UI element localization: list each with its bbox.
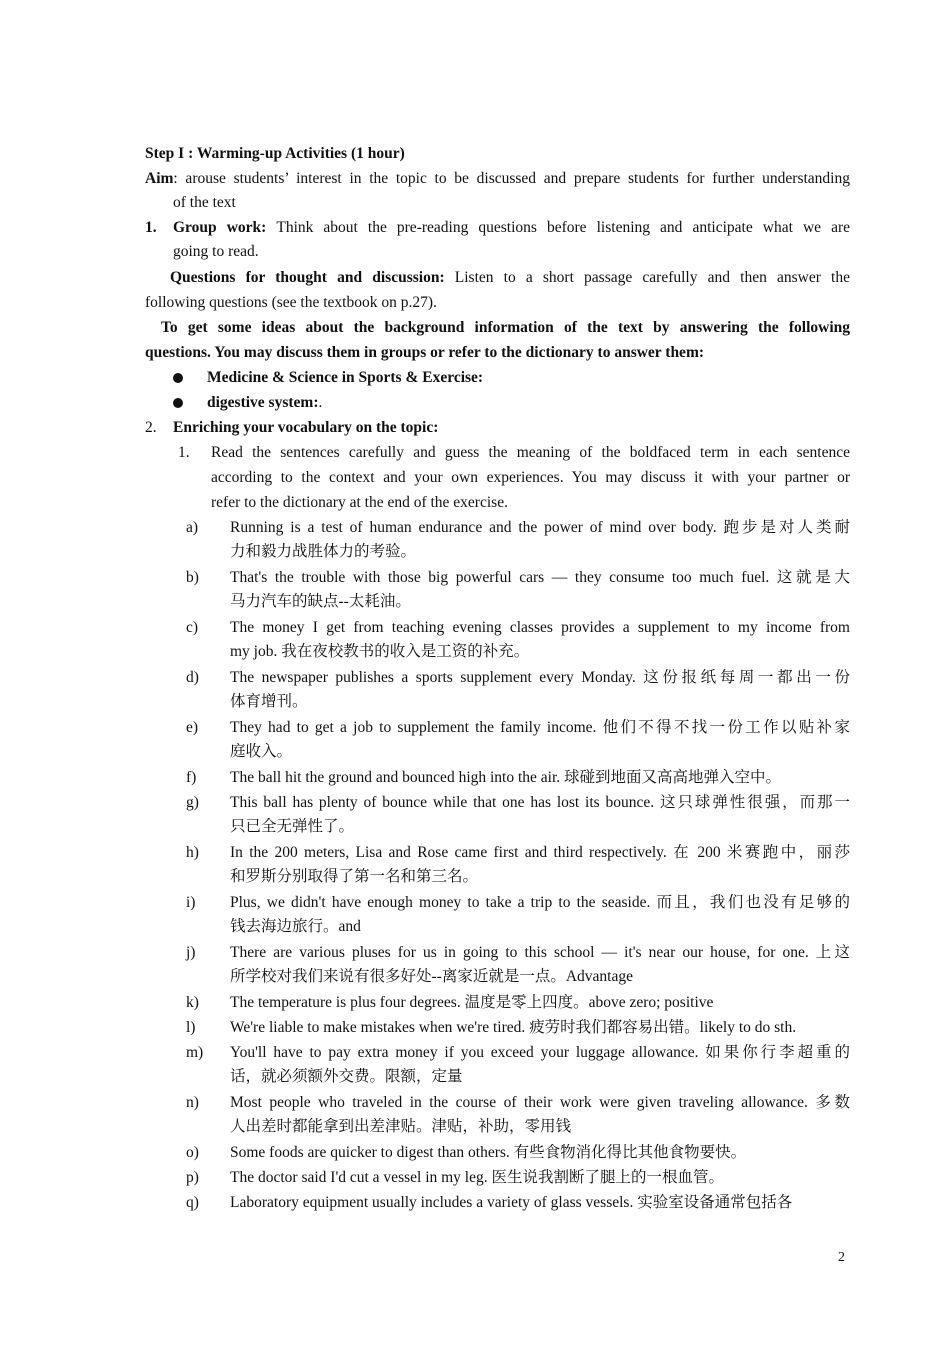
sentence-label: e) [186,719,199,736]
sentence-text-line-2: 体育增刊。 [230,693,308,710]
sentence-text-line-1: The doctor said I'd cut a vessel in my leg. 医生说我割断了腿上的一根血管。 [230,1169,724,1186]
sentence-label: i) [186,894,196,911]
sentence-text-line-1: We're liable to make mistakes when we're tired. 疲劳时我们都容易出错。likely to do sth. [230,1019,797,1036]
questions-line-2: following questions (see the textbook on p.27). [145,294,437,311]
instruction-line-3: refer to the dictionary at the end of the exercise. [211,494,508,511]
sentence-label: k) [186,994,199,1011]
sentence-text-line-1: Laboratory equipment usually includes a variety of glass vessels. 实验室设备通常包括各 [230,1194,793,1211]
group-work-number: 1. [145,219,157,236]
questions-text-1: Listen to a short passage carefully and then answer the [454,269,850,286]
sentence-text-line-1: This ball has plenty of bounce while that one has lost its bounce. 这只球弹性很强，而那一 [230,794,850,811]
sentence-label: f) [186,769,197,786]
bullet-item-2: digestive system:. [207,394,323,411]
section-2-number: 2. [145,419,157,436]
aim-text-1: : arouse students’ interest in the topic to be discussed and prepare students for further understanding [173,170,850,187]
instruction-line-1: Read the sentences carefully and guess the meaning of the boldfaced term in each sentence [211,444,850,461]
aim-label: Aim [145,170,174,187]
questions-line-1 [170,266,850,290]
sentence-text-line-1: They had to get a job to supplement the family income. 他们不得不找一份工作以贴补家 [230,719,850,736]
group-work-label: Group work: [173,219,277,236]
sentence-text-line-1: The newspaper publishes a sports supplement every Monday. 这份报纸每周一都出一份 [230,669,850,686]
sentence-text-line-2: 只已全无弹性了。 [230,818,355,835]
sentence-text-line-1: You'll have to pay extra money if you exceed your luggage allowance. 如果你行李超重的 [230,1044,850,1061]
sentence-text-line-2: 和罗斯分别取得了第一名和第三名。 [230,868,479,885]
sentence-text-line-1: There are various pluses for us in going to this school — it's near our house, for one. 上这 [230,944,850,961]
sentence-text-line-2: 钱去海边旅行。and [230,918,361,935]
bullet-item-1: Medicine & Science in Sports & Exercise: [207,369,484,386]
sentence-text-line-2: 话，就必须额外交费。限额，定量 [230,1068,463,1085]
sentence-label: b) [186,569,199,586]
sentence-text-line-1: Some foods are quicker to digest than others. 有些食物消化得比其他食物要快。 [230,1144,747,1161]
bullet-dot [173,398,183,408]
sentence-label: o) [186,1144,199,1161]
sentence-label: n) [186,1094,199,1111]
sentence-text-line-1: The money I get from teaching evening classes provides a supplement to my income from [230,619,850,636]
sentence-label: q) [186,1194,199,1211]
section-heading: Step I : Warming-up Activities (1 hour) [145,145,405,162]
sentence-text-line-1: That's the trouble with those big powerful cars — they consume too much fuel. 这就是大 [230,569,850,586]
background-line-1: To get some ideas about the background information of the text by answering the following [161,319,850,336]
sentence-text-line-2: 马力汽车的缺点--太耗油。 [230,593,411,610]
sentence-label: p) [186,1169,199,1186]
sentence-text-line-1: Most people who traveled in the course of their work were given traveling allowance. 多数 [230,1094,850,1111]
questions-label: Questions for thought and discussion: [170,269,455,286]
aim-line-2: of the text [173,194,236,211]
sentence-text-line-2: my job. 我在夜校教书的收入是工资的补充。 [230,643,530,660]
bullet-dot [173,373,183,383]
group-work-text-1: Think about the pre-reading questions before listening and anticipate what we are [276,219,850,236]
background-line-2: questions. You may discuss them in groups or refer to the dictionary to answer them: [145,344,705,361]
sentence-label: l) [186,1019,196,1036]
sentence-text-line-1: The ball hit the ground and bounced high into the air. 球碰到地面又高高地弹入空中。 [230,769,782,786]
page-number: 2 [838,1250,845,1265]
sentence-text-line-2: 力和毅力战胜体力的考验。 [230,543,417,560]
aim-line-1 [145,167,850,191]
sentence-text-line-2: 庭收入。 [230,743,293,760]
sentence-label: h) [186,844,199,861]
instruction-line-2: according to the context and your own experiences. You may discuss it with your partner or [211,469,850,486]
sentence-label: a) [186,519,199,536]
group-work-line-1 [173,216,850,240]
sentence-label: c) [186,619,199,636]
sentence-label: j) [186,944,196,961]
sentence-text-line-1: The temperature is plus four degrees. 温度是零上四度。above zero; positive [230,994,714,1011]
sentence-text-line-1: In the 200 meters, Lisa and Rose came first and third respectively. 在 200 米赛跑中，丽莎 [230,844,850,861]
sentence-text-line-2: 人出差时都能拿到出差津贴。津贴，补助，零用钱 [230,1118,572,1135]
sentence-label: d) [186,669,199,686]
sentence-label: m) [186,1044,204,1061]
sentence-label: g) [186,794,199,811]
instruction-number: 1. [178,444,190,461]
section-2-title: Enriching your vocabulary on the topic: [173,419,439,436]
sentence-text-line-2: 所学校对我们来说有很多好处--离家近就是一点。Advantage [230,968,633,985]
sentence-text-line-1: Running is a test of human endurance and the power of mind over body. 跑步是对人类耐 [230,519,850,536]
sentence-text-line-1: Plus, we didn't have enough money to take a trip to the seaside. 而且，我们也没有足够的 [230,894,850,911]
group-work-line-2: going to read. [173,243,259,260]
